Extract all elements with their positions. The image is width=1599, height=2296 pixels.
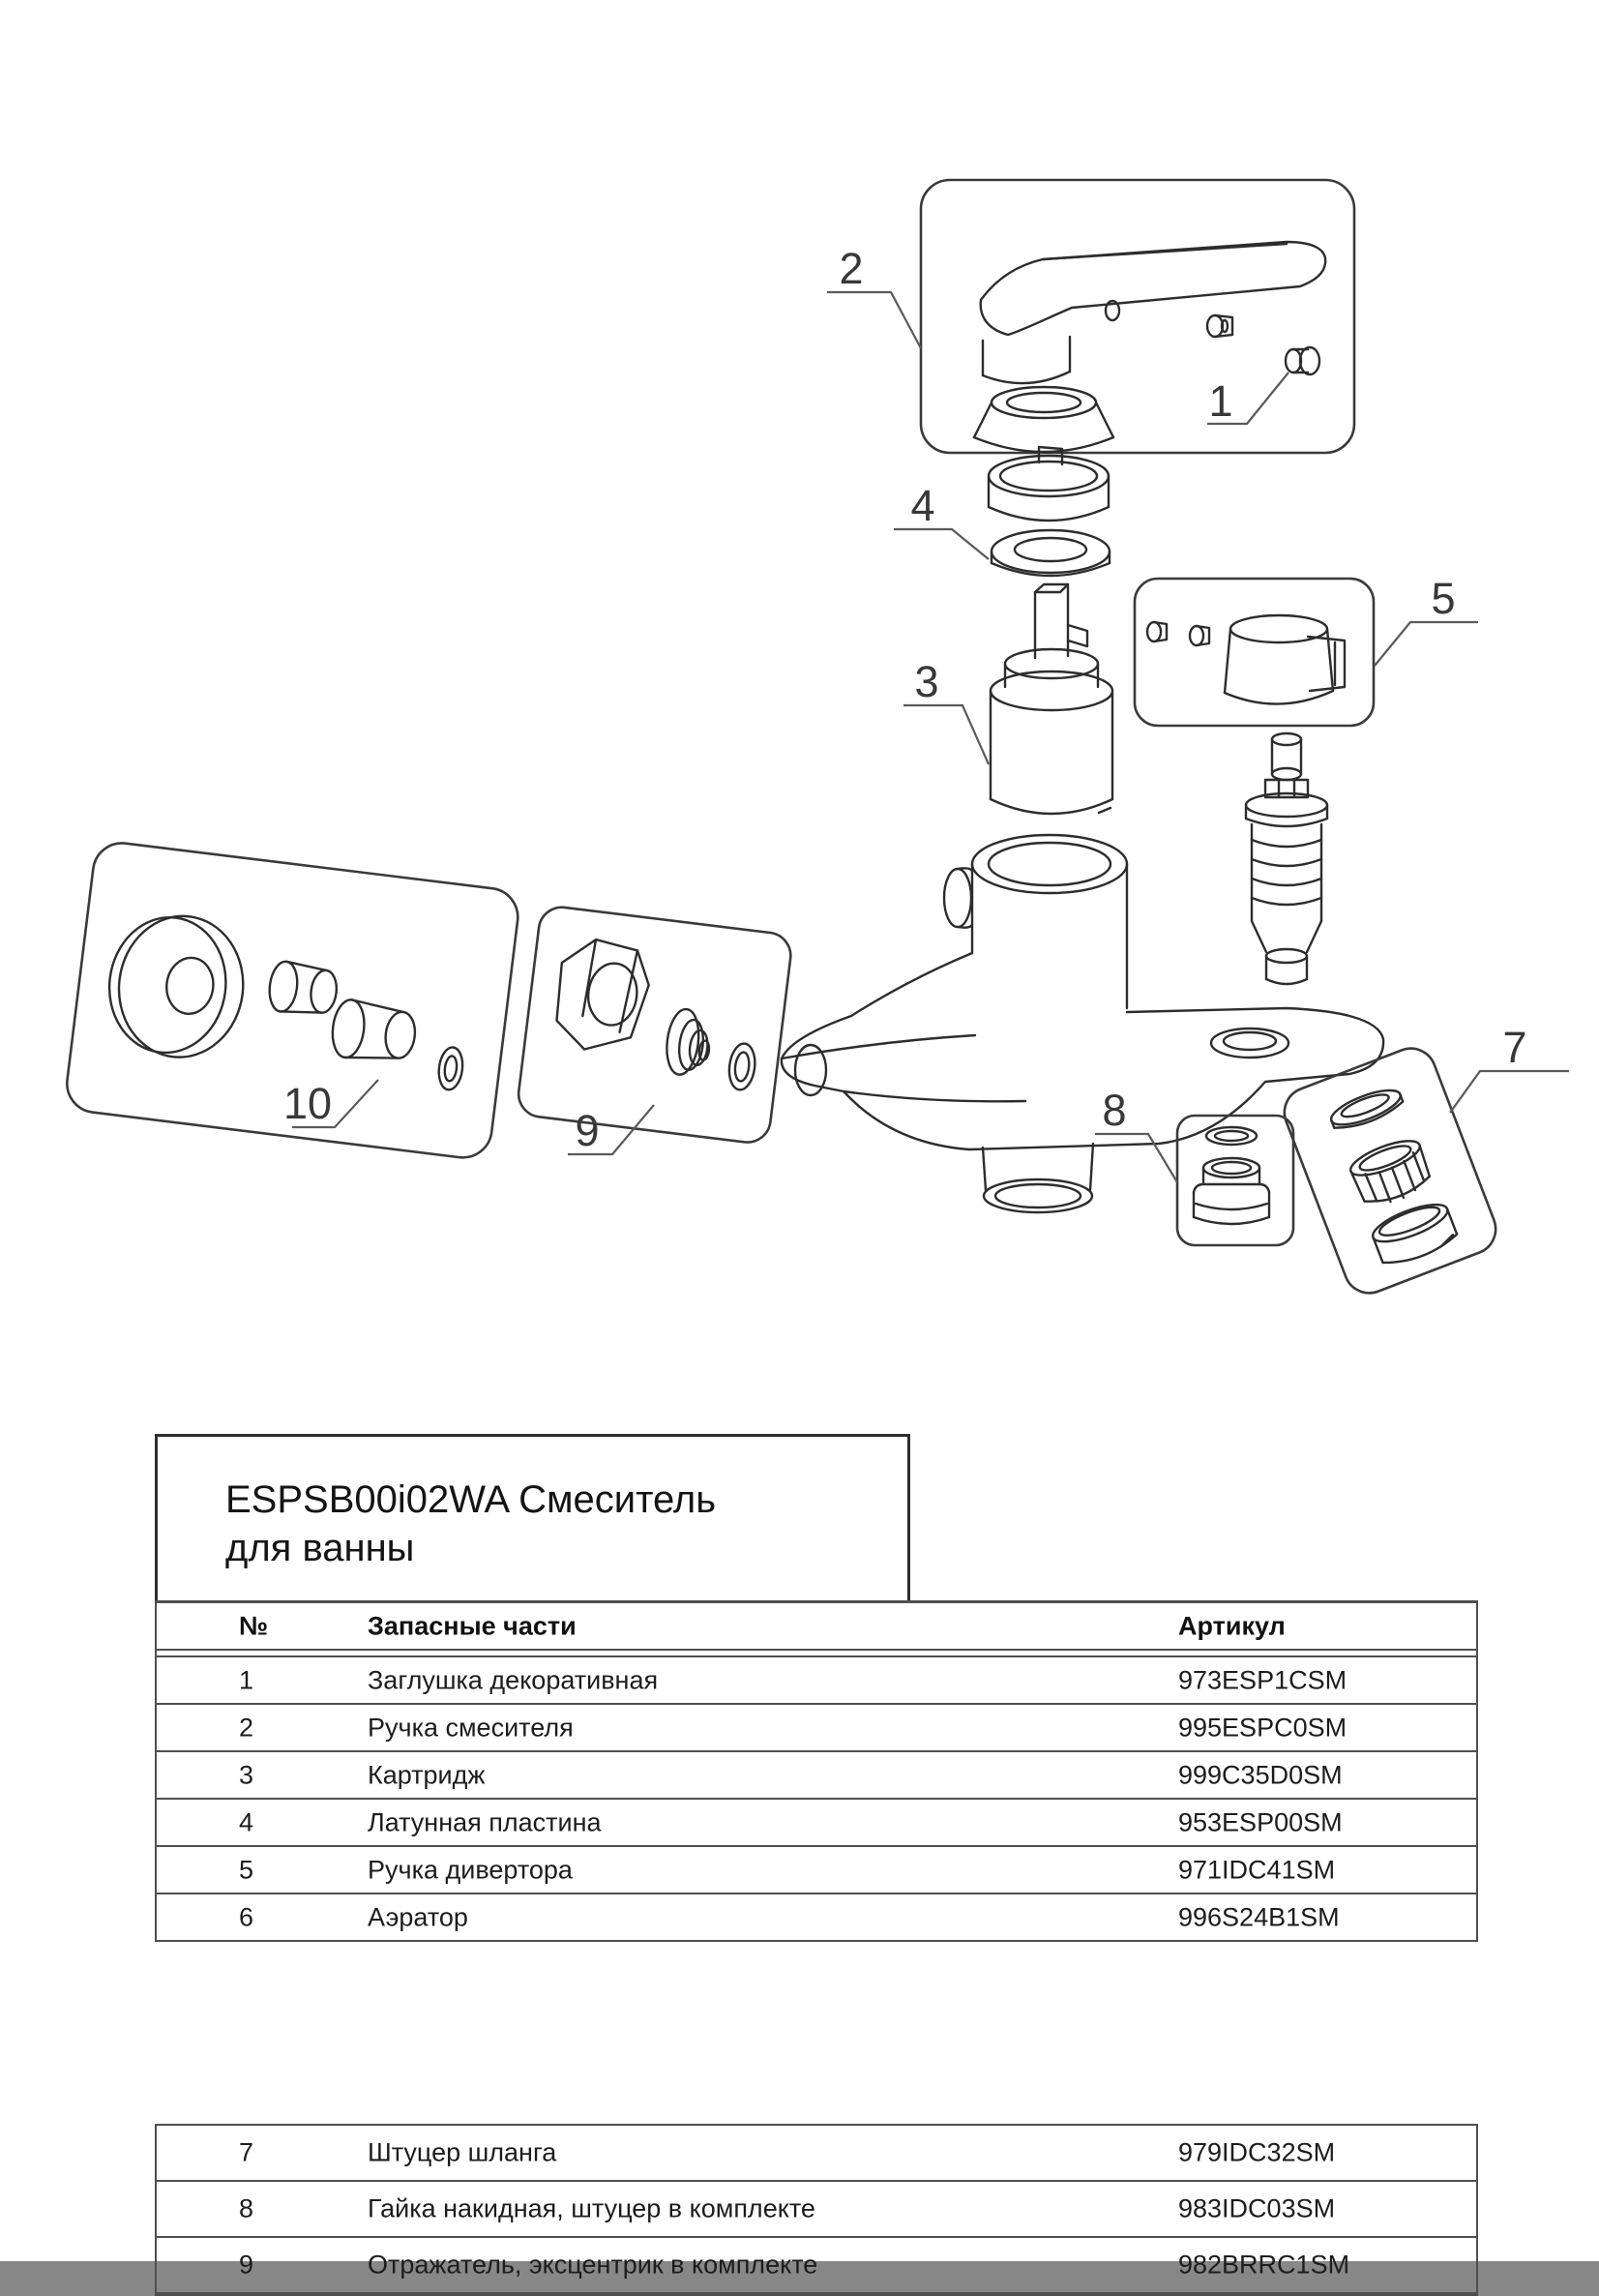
- row-num: 5: [239, 1855, 254, 1884]
- row-num: 4: [239, 1807, 254, 1836]
- row-article: 953ESP00SM: [1178, 1807, 1343, 1836]
- row-num: 1: [239, 1665, 254, 1694]
- decorative-cap-drawing: [1286, 347, 1319, 374]
- row-num: 7: [239, 2137, 254, 2167]
- row-num: 8: [239, 2193, 254, 2223]
- row-name: Штуцер шланга: [368, 2137, 557, 2167]
- table-row: [157, 2126, 1476, 2182]
- header-article: Артикул: [1178, 1611, 1286, 1640]
- row-article: 995ESPC0SM: [1178, 1713, 1347, 1742]
- handle-screw-drawing: [1207, 315, 1232, 337]
- row-num: 2: [239, 1713, 254, 1742]
- table-row: [157, 1752, 1476, 1800]
- row-name: Ручка дивертора: [368, 1855, 573, 1884]
- table-row: [157, 1800, 1476, 1847]
- callout-4: 4: [910, 481, 935, 530]
- callout-8: 8: [1102, 1086, 1127, 1135]
- product-title-line1: ESPSB00i02WA Смеситель: [225, 1478, 717, 1521]
- mixer-handle-drawing: [981, 242, 1325, 383]
- row-name: Отражатель, эксцентрик в комплекте: [368, 2250, 818, 2280]
- callout-10: 10: [282, 1079, 333, 1128]
- callout-3: 3: [914, 657, 939, 706]
- row-article: 971IDC41SM: [1178, 1855, 1336, 1884]
- row-name: Гайка накидная, штуцер в комплекте: [368, 2193, 815, 2223]
- leader-2: [827, 292, 921, 348]
- leader-7: [1450, 1071, 1569, 1113]
- product-title-line2: для ванны: [225, 1527, 415, 1569]
- row-article: 979IDC32SM: [1178, 2137, 1336, 2167]
- header-num: №: [239, 1611, 269, 1640]
- table-row: [157, 2182, 1476, 2238]
- cartridge-drawing: [991, 584, 1112, 814]
- callout-labels: [283, 244, 1527, 1155]
- row-name: Картридж: [368, 1760, 486, 1789]
- callout-9: 9: [575, 1106, 600, 1155]
- divertor-handle-box: [1135, 579, 1374, 726]
- product-title-box: [155, 1434, 910, 1600]
- table-section-1: [155, 1600, 1478, 1942]
- row-num: 9: [239, 2250, 254, 2280]
- union-nut-drawing: [1194, 1127, 1269, 1224]
- row-name: Заглушка декоративная: [368, 1665, 659, 1694]
- row-num: 3: [239, 1760, 254, 1789]
- leader-8: [1095, 1134, 1177, 1182]
- header-double-line: [157, 1651, 1476, 1657]
- table-section-gap: [155, 2114, 1478, 2124]
- callout-2: 2: [839, 244, 864, 293]
- row-article: 983IDC03SM: [1178, 2193, 1336, 2223]
- leader-3: [903, 705, 989, 764]
- row-article: 999C35D0SM: [1178, 1760, 1343, 1789]
- callout-5: 5: [1431, 574, 1456, 623]
- leader-lines: [292, 292, 1569, 1182]
- table-row: [157, 1847, 1476, 1894]
- divertor-handle-drawing: [1147, 615, 1345, 704]
- row-article: 996S24B1SM: [1178, 1902, 1340, 1931]
- row-article: 973ESP1CSM: [1178, 1665, 1347, 1694]
- hose-fitting-group: [1277, 1041, 1502, 1300]
- connector-nut-box: [516, 905, 793, 1145]
- row-name: Ручка смесителя: [368, 1713, 574, 1742]
- table-header-row: [157, 1603, 1476, 1651]
- lock-ring-drawing: [989, 447, 1109, 521]
- leader-4: [894, 529, 989, 559]
- handle-trim-ring-drawing: [974, 387, 1113, 452]
- row-num: 6: [239, 1902, 254, 1931]
- table-row: [157, 2238, 1476, 2292]
- table-row: [157, 1657, 1476, 1705]
- connector-nut-group: [516, 905, 793, 1145]
- divertor-valve-drawing: [1246, 733, 1327, 984]
- table-row: [157, 1705, 1476, 1752]
- header-parts: Запасные части: [368, 1611, 577, 1640]
- table-section-2: [155, 2124, 1478, 2296]
- callout-7: 7: [1502, 1023, 1527, 1072]
- row-article: 982BRRC1SM: [1178, 2250, 1350, 2280]
- row-name: Латунная пластина: [368, 1807, 602, 1836]
- callout-1: 1: [1208, 376, 1233, 426]
- row-name: Аэратор: [368, 1902, 468, 1931]
- leader-5: [1375, 622, 1478, 666]
- table-row: [157, 1894, 1476, 1942]
- brass-plate-drawing: [992, 530, 1110, 576]
